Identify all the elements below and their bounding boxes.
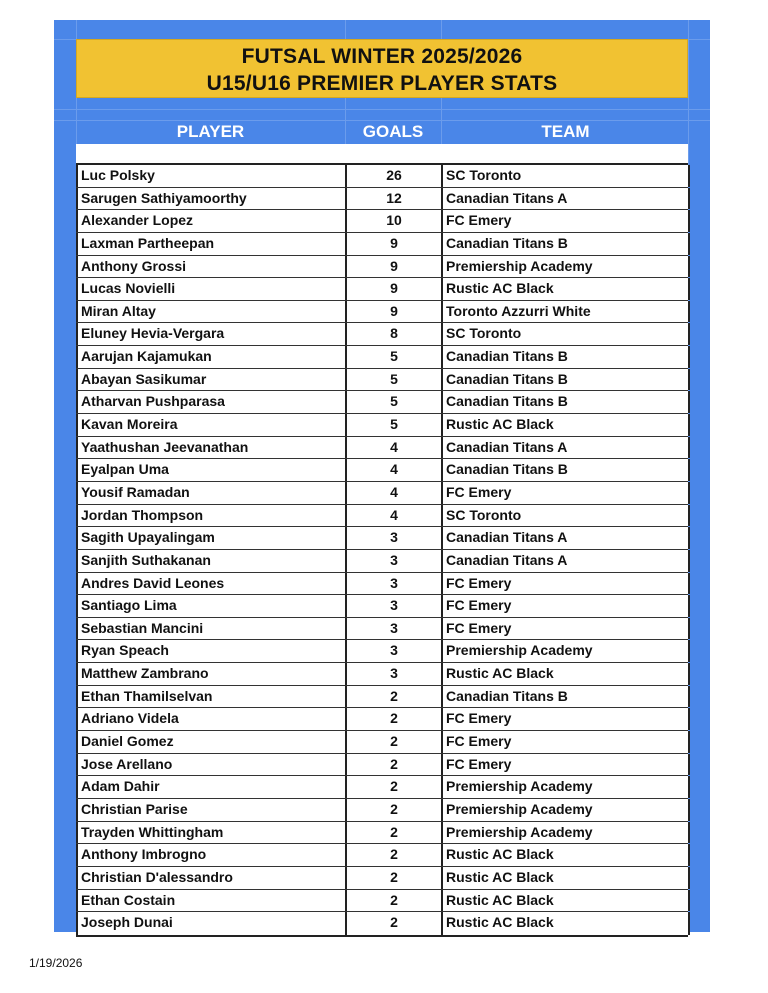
- table-row: [76, 233, 688, 256]
- player-name-cell[interactable]: Daniel Gomez: [76, 731, 345, 753]
- team-name-cell[interactable]: FC Emery: [441, 482, 690, 504]
- player-name-cell[interactable]: Adriano Videla: [76, 708, 345, 730]
- table-row: [76, 459, 688, 482]
- table-row: [76, 618, 688, 641]
- goals-cell[interactable]: 2: [345, 731, 441, 753]
- table-row: [76, 278, 688, 301]
- goals-cell[interactable]: 5: [345, 369, 441, 391]
- table-row: [76, 505, 688, 528]
- player-name-cell[interactable]: Jose Arellano: [76, 754, 345, 776]
- player-name-cell[interactable]: Joseph Dunai: [76, 912, 345, 935]
- goals-cell[interactable]: 2: [345, 708, 441, 730]
- team-name-cell[interactable]: Rustic AC Black: [441, 867, 690, 889]
- table-row: [76, 573, 688, 596]
- team-name-cell[interactable]: SC Toronto: [441, 165, 690, 187]
- print-date: 1/19/2026: [29, 956, 83, 970]
- team-name-cell[interactable]: Canadian Titans B: [441, 346, 690, 368]
- table-row: [76, 867, 688, 890]
- player-name-cell[interactable]: Anthony Grossi: [76, 256, 345, 278]
- table-row: [76, 346, 688, 369]
- table-row: [76, 256, 688, 279]
- goals-cell[interactable]: 26: [345, 165, 441, 187]
- player-name-cell[interactable]: Kavan Moreira: [76, 414, 345, 436]
- team-name-cell[interactable]: FC Emery: [441, 708, 690, 730]
- goals-cell[interactable]: 9: [345, 301, 441, 323]
- goals-cell[interactable]: 8: [345, 323, 441, 345]
- player-name-cell[interactable]: Abayan Sasikumar: [76, 369, 345, 391]
- team-name-cell[interactable]: Premiership Academy: [441, 822, 690, 844]
- player-name-cell[interactable]: Atharvan Pushparasa: [76, 391, 345, 413]
- player-name-cell[interactable]: Eyalpan Uma: [76, 459, 345, 481]
- goals-cell[interactable]: 9: [345, 278, 441, 300]
- team-name-cell[interactable]: Canadian Titans B: [441, 391, 690, 413]
- table-row: [76, 391, 688, 414]
- player-name-cell[interactable]: Eluney Hevia-Vergara: [76, 323, 345, 345]
- table-row: [76, 731, 688, 754]
- goals-cell[interactable]: 5: [345, 391, 441, 413]
- goals-cell[interactable]: 3: [345, 527, 441, 549]
- team-name-cell[interactable]: Rustic AC Black: [441, 414, 690, 436]
- player-name-cell[interactable]: Yaathushan Jeevanathan: [76, 437, 345, 459]
- player-name-cell[interactable]: Ryan Speach: [76, 640, 345, 662]
- team-name-cell[interactable]: Rustic AC Black: [441, 844, 690, 866]
- player-name-cell[interactable]: Alexander Lopez: [76, 210, 345, 232]
- goals-cell[interactable]: 2: [345, 776, 441, 798]
- goals-cell[interactable]: 3: [345, 618, 441, 640]
- team-name-cell[interactable]: Canadian Titans B: [441, 369, 690, 391]
- column-header-goals: GOALS: [362, 122, 424, 141]
- team-name-cell[interactable]: Canadian Titans A: [441, 550, 690, 572]
- goals-cell[interactable]: 4: [345, 482, 441, 504]
- player-name-cell[interactable]: Trayden Whittingham: [76, 822, 345, 844]
- team-name-cell[interactable]: Canadian Titans B: [441, 459, 690, 481]
- team-name-cell[interactable]: Premiership Academy: [441, 776, 690, 798]
- player-stats-table: [76, 163, 688, 937]
- player-name-cell[interactable]: Yousif Ramadan: [76, 482, 345, 504]
- player-name-cell[interactable]: Sanjith Suthakanan: [76, 550, 345, 572]
- goals-cell[interactable]: 4: [345, 505, 441, 527]
- player-name-cell[interactable]: Ethan Thamilselvan: [76, 686, 345, 708]
- team-name-cell[interactable]: FC Emery: [441, 754, 690, 776]
- goals-cell[interactable]: 5: [345, 346, 441, 368]
- team-name-cell[interactable]: SC Toronto: [441, 505, 690, 527]
- team-name-cell[interactable]: Canadian Titans A: [441, 527, 690, 549]
- team-name-cell[interactable]: FC Emery: [441, 573, 690, 595]
- goals-cell[interactable]: 2: [345, 754, 441, 776]
- table-row: [76, 482, 688, 505]
- blank-row: [76, 144, 688, 163]
- goals-cell[interactable]: 3: [345, 550, 441, 572]
- goals-cell[interactable]: 10: [345, 210, 441, 232]
- team-name-cell[interactable]: Canadian Titans B: [441, 233, 690, 255]
- player-name-cell[interactable]: Ethan Costain: [76, 890, 345, 912]
- table-row: [76, 527, 688, 550]
- player-name-cell[interactable]: Jordan Thompson: [76, 505, 345, 527]
- goals-cell[interactable]: 3: [345, 595, 441, 617]
- goals-cell[interactable]: 9: [345, 233, 441, 255]
- table-row: [76, 437, 688, 460]
- team-name-cell[interactable]: FC Emery: [441, 210, 690, 232]
- team-name-cell[interactable]: Canadian Titans A: [441, 437, 690, 459]
- title-line-1: FUTSAL WINTER 2025/2026: [241, 45, 523, 68]
- table-row: [76, 369, 688, 392]
- player-name-cell[interactable]: Miran Altay: [76, 301, 345, 323]
- player-name-cell[interactable]: Christian Parise: [76, 799, 345, 821]
- column-header-player: PLAYER: [176, 122, 245, 141]
- player-name-cell[interactable]: Sarugen Sathiyamoorthy: [76, 188, 345, 210]
- player-name-cell[interactable]: Luc Polsky: [76, 165, 345, 187]
- grid-line: [54, 109, 710, 110]
- table-row: [76, 754, 688, 777]
- goals-cell[interactable]: 2: [345, 912, 441, 935]
- goals-cell[interactable]: 3: [345, 573, 441, 595]
- team-name-cell[interactable]: SC Toronto: [441, 323, 690, 345]
- spreadsheet-frame: [54, 20, 710, 932]
- team-name-cell[interactable]: FC Emery: [441, 618, 690, 640]
- table-row: [76, 165, 688, 188]
- table-row: [76, 663, 688, 686]
- table-row: [76, 640, 688, 663]
- team-name-cell[interactable]: Rustic AC Black: [441, 912, 690, 935]
- player-name-cell[interactable]: Matthew Zambrano: [76, 663, 345, 685]
- goals-cell[interactable]: 3: [345, 640, 441, 662]
- team-name-cell[interactable]: Rustic AC Black: [441, 278, 690, 300]
- table-row: [76, 210, 688, 233]
- team-name-cell[interactable]: Premiership Academy: [441, 640, 690, 662]
- goals-cell[interactable]: 3: [345, 663, 441, 685]
- goals-cell[interactable]: 4: [345, 437, 441, 459]
- goals-cell[interactable]: 2: [345, 799, 441, 821]
- table-row: [76, 844, 688, 867]
- player-name-cell[interactable]: Sebastian Mancini: [76, 618, 345, 640]
- player-name-cell[interactable]: Santiago Lima: [76, 595, 345, 617]
- player-name-cell[interactable]: Christian D'alessandro: [76, 867, 345, 889]
- column-header-team: TEAM: [541, 122, 590, 141]
- goals-cell[interactable]: 2: [345, 890, 441, 912]
- table-row: [76, 414, 688, 437]
- player-name-cell[interactable]: Laxman Partheepan: [76, 233, 345, 255]
- table-row: [76, 550, 688, 573]
- table-row: [76, 595, 688, 618]
- team-name-cell[interactable]: Rustic AC Black: [441, 890, 690, 912]
- player-name-cell[interactable]: Anthony Imbrogno: [76, 844, 345, 866]
- title-line-2: U15/U16 PREMIER PLAYER STATS: [206, 72, 558, 95]
- goals-cell[interactable]: 2: [345, 844, 441, 866]
- table-row: [76, 890, 688, 913]
- table-row: [76, 912, 688, 935]
- player-name-cell[interactable]: Adam Dahir: [76, 776, 345, 798]
- goals-cell[interactable]: 2: [345, 686, 441, 708]
- team-name-cell[interactable]: Toronto Azzurri White: [441, 301, 690, 323]
- table-row: [76, 188, 688, 211]
- goals-cell[interactable]: 4: [345, 459, 441, 481]
- goals-cell[interactable]: 2: [345, 822, 441, 844]
- team-name-cell[interactable]: FC Emery: [441, 595, 690, 617]
- table-row: [76, 686, 688, 709]
- goals-cell[interactable]: 5: [345, 414, 441, 436]
- table-row: [76, 822, 688, 845]
- team-name-cell[interactable]: Premiership Academy: [441, 256, 690, 278]
- team-name-cell[interactable]: Premiership Academy: [441, 799, 690, 821]
- team-name-cell[interactable]: Canadian Titans B: [441, 686, 690, 708]
- player-name-cell[interactable]: Sagith Upayalingam: [76, 527, 345, 549]
- table-row: [76, 799, 688, 822]
- table-row: [76, 708, 688, 731]
- team-name-cell[interactable]: Rustic AC Black: [441, 663, 690, 685]
- team-name-cell[interactable]: Canadian Titans A: [441, 188, 690, 210]
- goals-cell[interactable]: 2: [345, 867, 441, 889]
- player-name-cell[interactable]: Aarujan Kajamukan: [76, 346, 345, 368]
- player-name-cell[interactable]: Lucas Novielli: [76, 278, 345, 300]
- goals-cell[interactable]: 9: [345, 256, 441, 278]
- team-name-cell[interactable]: FC Emery: [441, 731, 690, 753]
- title-banner: [76, 39, 688, 98]
- table-row: [76, 301, 688, 324]
- table-row: [76, 776, 688, 799]
- player-name-cell[interactable]: Andres David Leones: [76, 573, 345, 595]
- table-row: [76, 323, 688, 346]
- column-header-row: [76, 120, 688, 144]
- goals-cell[interactable]: 12: [345, 188, 441, 210]
